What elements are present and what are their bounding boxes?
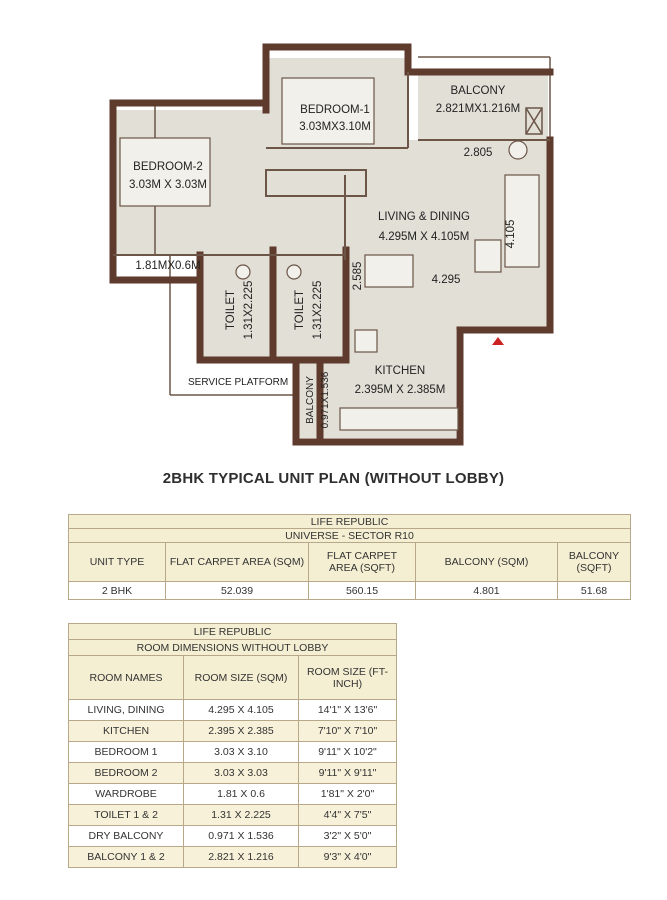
table2-cell: 3'2" X 5'0" [299, 826, 397, 847]
table-row [69, 826, 397, 847]
table2-header: ROOM SIZE (SQM) [184, 656, 299, 700]
toilet2-name: TOILET [294, 289, 306, 331]
table2-cell: 0.971 X 1.536 [184, 826, 299, 847]
table2-cell: 7'10" X 7'10" [299, 721, 397, 742]
balcony-name: BALCONY [450, 85, 506, 97]
table1-header: FLAT CARPET AREA (SQM) [166, 543, 309, 582]
armchair [475, 240, 501, 272]
bedroom1-size: 3.03MX3.10M [299, 121, 371, 133]
table2-cell: 3.03 X 3.10 [184, 742, 299, 763]
kitchen-name: KITCHEN [374, 365, 426, 377]
dining-table [365, 255, 413, 287]
table2-cell: 4.295 X 4.105 [184, 700, 299, 721]
dry-balcony-size: 0.971X1.536 [320, 371, 331, 429]
sink-1 [236, 265, 250, 279]
bedroom2-size: 3.03M X 3.03M [129, 179, 207, 191]
unit-area-table [68, 514, 631, 600]
table2-cell: 1.81 X 0.6 [184, 784, 299, 805]
table2-cell: BALCONY 1 & 2 [69, 847, 184, 868]
service-label: SERVICE PLATFORM [188, 377, 289, 388]
kitchen-size: 2.395M X 2.385M [354, 384, 446, 396]
table-row [69, 805, 397, 826]
table1-project: LIFE REPUBLIC [69, 515, 631, 529]
dim-4295: 4.295 [431, 274, 461, 286]
living-name: LIVING & DINING [377, 211, 471, 223]
table2-project: LIFE REPUBLIC [69, 624, 397, 640]
table-row [69, 721, 397, 742]
table2-cell: TOILET 1 & 2 [69, 805, 184, 826]
living-size: 4.295M X 4.105M [378, 231, 470, 243]
wc [509, 141, 527, 159]
toilet1-size: 1.31X2.225 [243, 280, 255, 340]
entrance-marker [492, 337, 504, 345]
table-row [69, 742, 397, 763]
bedroom1-name: BEDROOM-1 [300, 104, 370, 116]
table1-header: UNIT TYPE [69, 543, 166, 582]
table-row [69, 763, 397, 784]
wardrobe-size: 1.81MX0.6M [135, 260, 201, 272]
sink-2 [287, 265, 301, 279]
table2-cell: 9'11" X 9'11" [299, 763, 397, 784]
table-row [69, 847, 397, 868]
table2-cell: 2.395 X 2.385 [184, 721, 299, 742]
table2-cell: 1'81" X 2'0" [299, 784, 397, 805]
table1-cell: 2 BHK [69, 582, 166, 600]
table2-cell: 3.03 X 3.03 [184, 763, 299, 784]
table2-cell: KITCHEN [69, 721, 184, 742]
table-row [69, 700, 397, 721]
table1-header: BALCONY (SQFT) [558, 543, 631, 582]
table2-cell: 14'1" X 13'6" [299, 700, 397, 721]
table1-cell: 52.039 [166, 582, 309, 600]
table1-cell: 4.801 [416, 582, 558, 600]
fridge [355, 330, 377, 352]
table2-cell: WARDROBE [69, 784, 184, 805]
table-row [69, 784, 397, 805]
dry-balcony-name: BALCONY [305, 376, 316, 424]
table1-cell: 560.15 [309, 582, 416, 600]
table1-sector: UNIVERSE - SECTOR R10 [69, 529, 631, 543]
dim-4105: 4.105 [505, 219, 517, 249]
table2-cell: 9'11" X 10'2" [299, 742, 397, 763]
table2-header: ROOM SIZE (FT-INCH) [299, 656, 397, 700]
counter [340, 408, 458, 430]
table2-cell: BEDROOM 1 [69, 742, 184, 763]
table2-cell: 2.821 X 1.216 [184, 847, 299, 868]
table1-header: BALCONY (SQM) [416, 543, 558, 582]
table2-cell: 9'3" X 4'0" [299, 847, 397, 868]
table2-subtitle: ROOM DIMENSIONS WITHOUT LOBBY [69, 640, 397, 656]
bedroom2-name: BEDROOM-2 [133, 161, 203, 173]
table1-cell: 51.68 [558, 582, 631, 600]
table2-cell: LIVING, DINING [69, 700, 184, 721]
room-dimensions-table [68, 623, 397, 868]
table2-cell: 4'4" X 7'5" [299, 805, 397, 826]
table2-header: ROOM NAMES [69, 656, 184, 700]
toilet2-size: 1.31X2.225 [312, 280, 324, 340]
dim-2585: 2.585 [352, 261, 364, 291]
plan-title: 2BHK TYPICAL UNIT PLAN (WITHOUT LOBBY) [162, 470, 505, 487]
table2-cell: 1.31 X 2.225 [184, 805, 299, 826]
table2-cell: DRY BALCONY [69, 826, 184, 847]
table2-cell: BEDROOM 2 [69, 763, 184, 784]
balcony-size: 2.821MX1.216M [435, 103, 521, 115]
table1-header: FLAT CARPET AREA (SQFT) [309, 543, 416, 582]
dim-2805: 2.805 [463, 147, 493, 159]
toilet1-name: TOILET [225, 289, 237, 331]
